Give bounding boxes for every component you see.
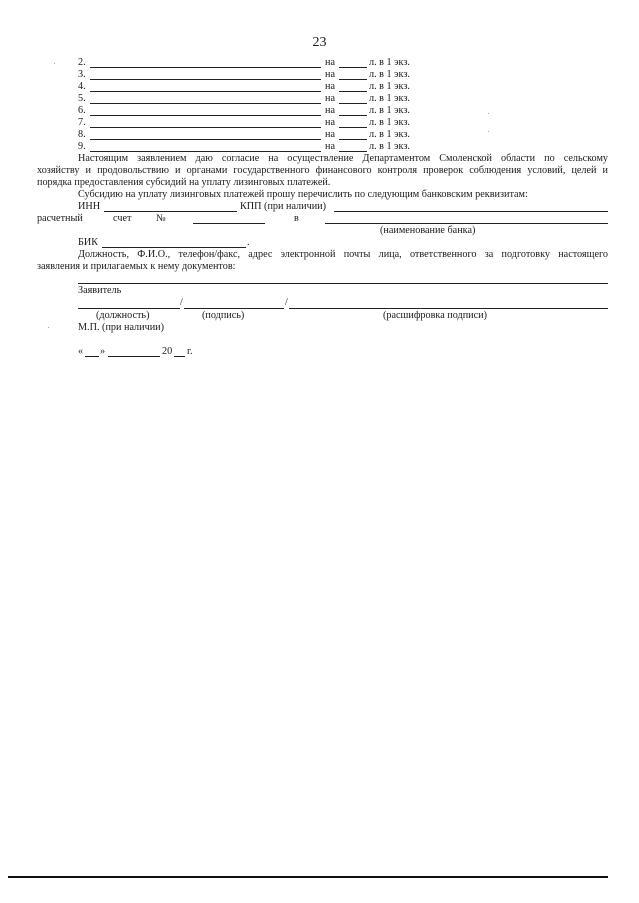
applicant-slash-1: / (180, 297, 183, 308)
scan-speck (488, 113, 489, 114)
date-open-quote: « (78, 346, 84, 357)
scan-speck (54, 63, 55, 64)
bik-label: БИК (78, 237, 99, 248)
caption-signature: (подпись) (202, 310, 245, 321)
list-item-title-field[interactable] (90, 67, 321, 68)
kpp-field[interactable] (334, 211, 608, 212)
list-item-pages-field[interactable] (339, 103, 367, 104)
bik-field[interactable] (102, 247, 246, 248)
responsible-line-2: заявления и прилагаемых к нему документов: (37, 261, 236, 272)
list-item-number: 2. (78, 57, 86, 68)
list-item-title-field[interactable] (90, 91, 321, 92)
list-item-pages-field[interactable] (339, 79, 367, 80)
seal-label: М.П. (при наличии) (78, 322, 165, 333)
caption-position: (должность) (96, 310, 150, 321)
date-year-field[interactable] (174, 356, 185, 357)
list-item-title-field[interactable] (90, 115, 321, 116)
list-item-pages-field[interactable] (339, 67, 367, 68)
bank-name-caption: (наименование банка) (380, 225, 476, 236)
list-item-pages-field[interactable] (339, 139, 367, 140)
scan-speck (488, 131, 489, 132)
list-item-pages-field[interactable] (339, 127, 367, 128)
list-item-na: на (325, 93, 335, 104)
scan-speck (48, 327, 49, 328)
list-item-title-field[interactable] (90, 103, 321, 104)
list-item-title-field[interactable] (90, 127, 321, 128)
list-item-number: 4. (78, 81, 86, 92)
list-item-number: 7. (78, 117, 86, 128)
responsible-field[interactable] (78, 283, 608, 284)
account-number-field[interactable] (193, 223, 265, 224)
account-word-2: счет (113, 213, 132, 224)
applicant-decoding-field[interactable] (289, 308, 608, 309)
date-year-prefix: 20 (162, 346, 173, 357)
list-item-number: 5. (78, 93, 86, 104)
account-word-4: в (294, 213, 299, 224)
list-item-na: на (325, 69, 335, 80)
list-item-unit: л. в 1 экз. (369, 69, 410, 80)
list-item-unit: л. в 1 экз. (369, 57, 410, 68)
list-item-unit: л. в 1 экз. (369, 141, 410, 152)
date-year-suffix: г. (187, 346, 193, 357)
list-item-unit: л. в 1 экз. (369, 129, 410, 140)
bank-name-field[interactable] (325, 223, 608, 224)
list-item-na: на (325, 141, 335, 152)
applicant-label: Заявитель (78, 285, 122, 296)
list-item-title-field[interactable] (90, 79, 321, 80)
consent-line-1: Настоящим заявлением даю согласие на осуществление Департаментом Смоленской области по сельскому (78, 153, 608, 164)
applicant-slash-2: / (285, 297, 288, 308)
list-item-number: 8. (78, 129, 86, 140)
list-item-number: 9. (78, 141, 86, 152)
bik-end: . (247, 237, 250, 248)
consent-line-3: порядка предоставления субсидий на уплату лизинговых платежей. (37, 177, 331, 188)
list-item-number: 6. (78, 105, 86, 116)
inn-label: ИНН (78, 201, 101, 212)
list-item-number: 3. (78, 69, 86, 80)
list-item-unit: л. в 1 экз. (369, 105, 410, 116)
list-item-na: на (325, 129, 335, 140)
date-month-field[interactable] (108, 356, 160, 357)
list-item-unit: л. в 1 экз. (369, 117, 410, 128)
page-number: 23 (312, 35, 327, 50)
list-item-unit: л. в 1 экз. (369, 93, 410, 104)
list-item-pages-field[interactable] (339, 115, 367, 116)
list-item-na: на (325, 117, 335, 128)
kpp-label: КПП (при наличии) (240, 201, 327, 212)
list-item-title-field[interactable] (90, 139, 321, 140)
caption-decoding: (расшифровка подписи) (383, 310, 487, 321)
account-word-1: расчетный (37, 213, 83, 224)
list-item-pages-field[interactable] (339, 151, 367, 152)
list-item-pages-field[interactable] (339, 91, 367, 92)
bank-intro: Субсидию на уплату лизинговых платежей прошу перечислить по следующим банковским реквизитам: (78, 189, 528, 200)
date-day-field[interactable] (85, 356, 99, 357)
list-item-title-field[interactable] (90, 151, 321, 152)
responsible-line-1: Должность, Ф.И.О., телефон/факс, адрес электронной почты лица, ответственного за подготовку настоящего (78, 249, 608, 260)
list-item-na: на (325, 105, 335, 116)
consent-line-2: хозяйству и продовольствию и органами государственного финансового контроля проверок соблюдения условий, целей и (37, 165, 608, 176)
date-close-quote: » (100, 346, 106, 357)
list-item-na: на (325, 57, 335, 68)
inn-field[interactable] (104, 211, 237, 212)
list-item-na: на (325, 81, 335, 92)
bottom-border (8, 876, 608, 878)
applicant-signature-field[interactable] (184, 308, 284, 309)
list-item-unit: л. в 1 экз. (369, 81, 410, 92)
applicant-position-field[interactable] (78, 308, 180, 309)
account-word-3: № (156, 213, 166, 224)
